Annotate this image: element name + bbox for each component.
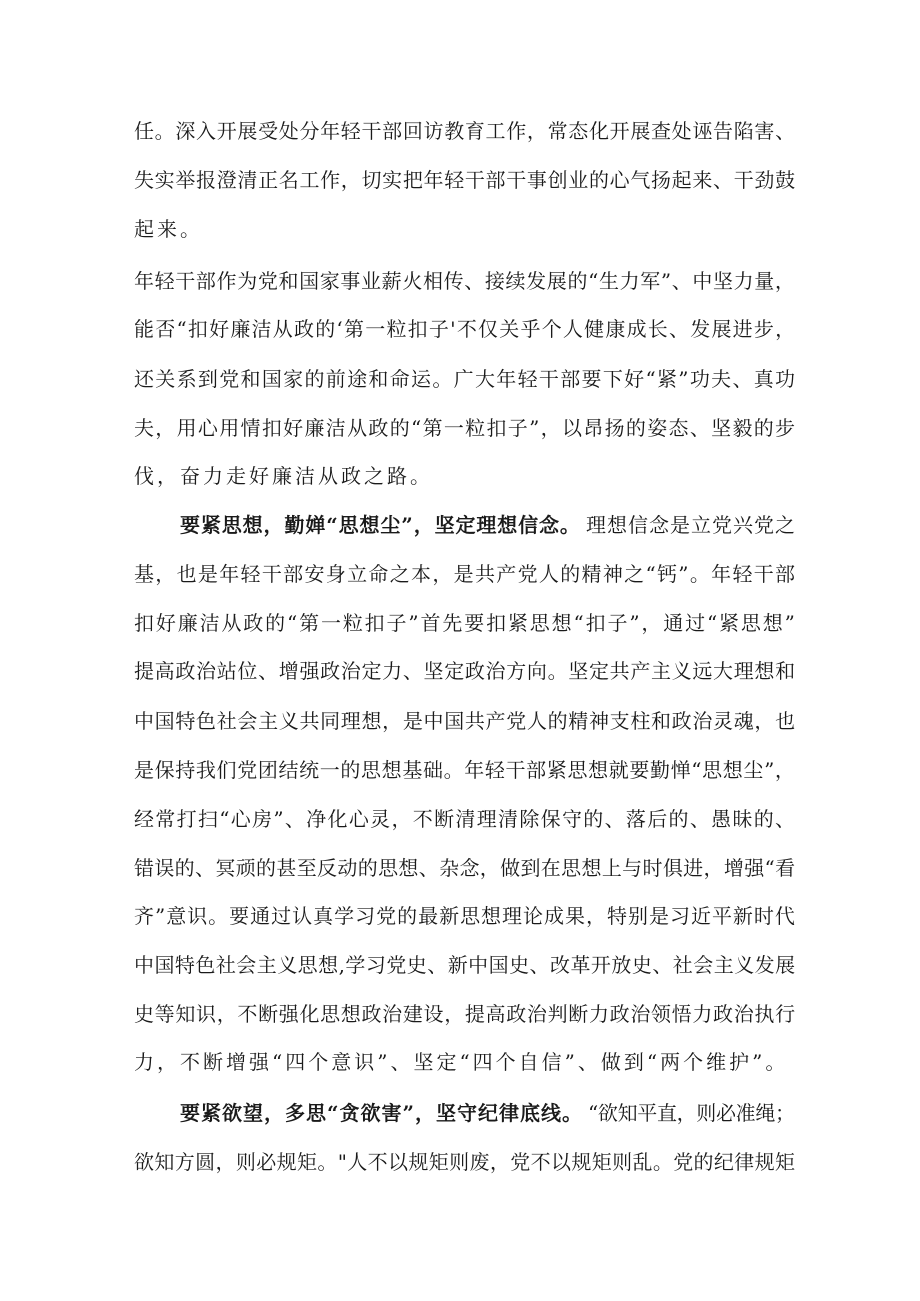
- paragraph-3-line-2: [0, 554, 920, 594]
- paragraph-1-line-3: [0, 209, 920, 249]
- paragraph-3-line-12: [0, 1042, 920, 1082]
- paragraph-2-line-2: [0, 309, 920, 349]
- paragraph-3-line-6: [0, 750, 920, 790]
- paragraph-text: 年轻干部作为党和国家事业薪火相传、接续发展的“生力军”、中坚力量，: [134, 269, 796, 293]
- paragraph-text: 扣好廉洁从政的“第一粒扣子”首先要扣紧思想“扣子”，通过“紧思想”: [134, 611, 797, 635]
- paragraph-text: 力，不断增强“四个意识”、坚定“四个自信”、做到“两个维护”。: [134, 1050, 789, 1074]
- paragraph-text: 能否“扣好廉洁从政的‘第一粒扣子'不仅关乎个人健康成长、发展进步，: [134, 317, 797, 341]
- paragraph-2-line-3: [0, 359, 920, 399]
- paragraph-text: 中国特色社会主义共同理想，是中国共产党人的精神支柱和政治灵魂，也: [134, 709, 796, 733]
- paragraph-text: 伐，奋力走好廉洁从政之路。: [134, 464, 433, 488]
- paragraph-4-line-2: [0, 1142, 920, 1182]
- paragraph-text: 还关系到党和国家的前途和命运。广大年轻干部要下好“紧”功夫、真功: [134, 367, 797, 391]
- paragraph-2-line-4: [0, 408, 920, 448]
- paragraph-2-line-5: [0, 456, 920, 496]
- paragraph-3-line-11: [0, 994, 920, 1034]
- paragraph-3-line-3: [0, 603, 920, 643]
- paragraph-text: 提高政治站位、增强政治定力、坚定政治方向。坚定共产主义远大理想和: [134, 659, 796, 683]
- paragraph-text: 错误的、冥顽的甚至反动的思想、杂念，做到在思想上与时俱进，增强“看: [134, 856, 796, 880]
- paragraph-heading: 要紧欲望，多思“贪欲害”，坚守纪律底线。: [180, 1101, 584, 1125]
- paragraph-text: 经常打扫“心房”、净化心灵，不断清理清除保守的、落后的、愚昧的、: [134, 807, 797, 831]
- paragraph-text: 任。深入开展受处分年轻干部回访教育工作，常态化开展查处诬告陷害、: [134, 119, 796, 143]
- paragraph-text: 夫，用心用情扣好廉洁从政的“第一粒扣子”，以昂扬的姿态、坚毅的步: [134, 416, 797, 440]
- paragraph-text: 失实举报澄清正名工作，切实把年轻干部干事创业的心气扬起来、干劲鼓: [134, 168, 796, 192]
- paragraph-text: 齐”意识。要通过认真学习党的最新思想理论成果，特别是习近平新时代: [134, 904, 796, 928]
- paragraph-heading: 要紧思想，勤婵“思想尘”，坚定理想信念。: [180, 513, 581, 537]
- paragraph-4-line-1: [0, 1093, 920, 1133]
- paragraph-text: “欲知平直，则必准绳；: [588, 1101, 795, 1125]
- paragraph-3-line-4: [0, 651, 920, 691]
- paragraph-3-line-1: [0, 505, 920, 545]
- paragraph-3-line-7: [0, 799, 920, 839]
- paragraph-text: 理想信念是立党兴党之: [586, 513, 796, 537]
- paragraph-text: 是保持我们党团结统一的思想基础。年轻干部紧思想就要勤惮“思想尘”，: [134, 758, 796, 782]
- paragraph-3-line-10: [0, 945, 920, 985]
- paragraph-2-line-1: [0, 261, 920, 301]
- paragraph-text: 基，也是年轻干部安身立命之本，是共产党人的精神之“钙”。年轻干部: [134, 562, 797, 586]
- paragraph-1-line-2: [0, 160, 920, 200]
- paragraph-3-line-9: [0, 896, 920, 936]
- paragraph-3-line-8: [0, 848, 920, 888]
- paragraph-text: 欲知方圆，则必规矩。"人不以规矩则废，党不以规矩则乱。党的纪律规矩: [134, 1150, 796, 1174]
- paragraph-3-line-5: [0, 701, 920, 741]
- paragraph-1-line-1: [0, 111, 920, 151]
- paragraph-text: 中国特色社会主义思想,学习党史、新中国史、改革开放史、社会主义发展: [134, 953, 796, 977]
- paragraph-text: 起来。: [134, 217, 203, 241]
- paragraph-text: 史等知识，不断强化思想政治建设，提高政治判断力政治领悟力政治执行: [134, 1002, 796, 1026]
